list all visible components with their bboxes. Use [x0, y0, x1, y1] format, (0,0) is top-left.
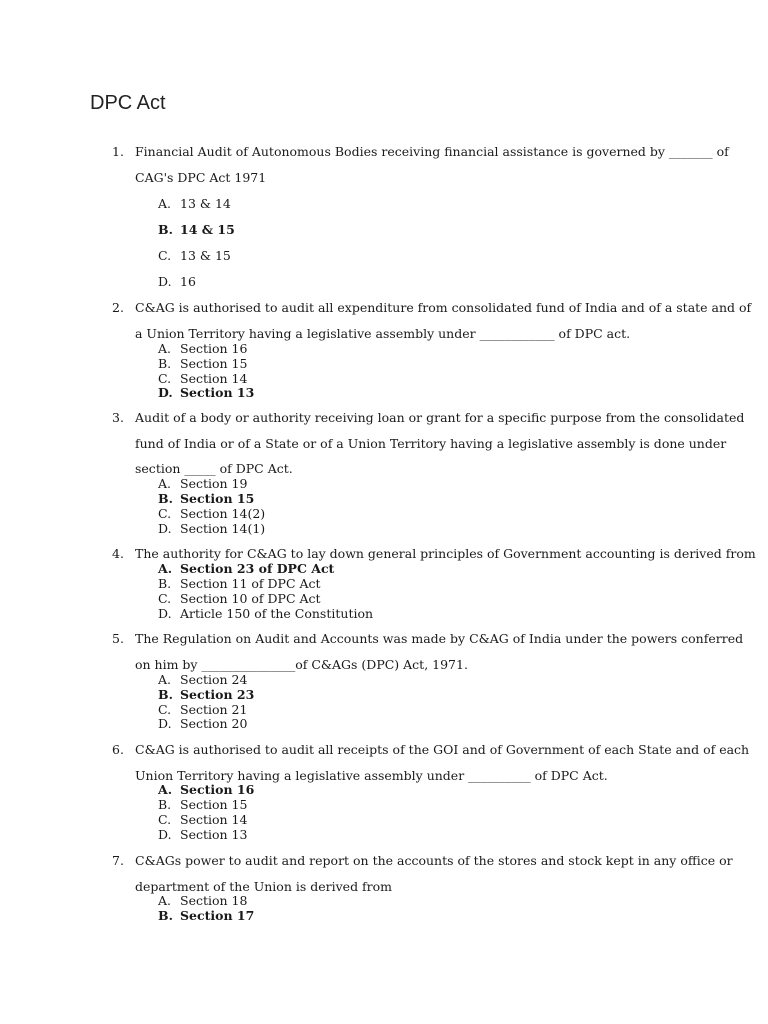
- option-text: Section 13: [180, 385, 255, 400]
- answer-option-correct: [158, 222, 235, 237]
- question-number: 6.: [112, 742, 124, 757]
- option-letter: D.: [158, 385, 173, 400]
- question-text-line: department of the Union is derived from: [135, 879, 393, 894]
- answer-option: [158, 196, 231, 211]
- answer-option-correct: [158, 782, 254, 797]
- option-text: Section 14: [180, 812, 248, 827]
- option-text: Section 20: [180, 716, 248, 731]
- question-text-line: on him by _______________of C&AGs (DPC) Act, 1971.: [135, 657, 468, 672]
- question-text-line: Financial Audit of Autonomous Bodies receiving financial assistance is governed by _______ of: [135, 144, 729, 159]
- option-letter: C.: [158, 371, 172, 386]
- option-text: 14 & 15: [180, 222, 235, 237]
- answer-option-correct: [158, 385, 254, 400]
- option-letter: C.: [158, 506, 172, 521]
- answer-option: [158, 476, 247, 491]
- option-letter: C.: [158, 248, 172, 263]
- answer-option-correct: [158, 908, 254, 923]
- option-text: Section 16: [180, 341, 248, 356]
- option-letter: A.: [158, 893, 172, 908]
- option-letter: B.: [158, 797, 172, 812]
- question-text-line: CAG's DPC Act 1971: [135, 170, 267, 185]
- question-text-line: C&AGs power to audit and report on the accounts of the stores and stock kept in any office or: [135, 853, 733, 868]
- answer-option: [158, 606, 373, 621]
- option-letter: B.: [158, 576, 172, 591]
- answer-option: [158, 506, 265, 521]
- question-text-line: Union Territory having a legislative assembly under __________ of DPC Act.: [135, 768, 608, 783]
- question-text-line: fund of India or of a State or of a Union Territory having a legislative assembly is done under: [135, 436, 727, 451]
- answer-option: [158, 591, 321, 606]
- answer-option-correct: [158, 687, 254, 702]
- option-letter: B.: [158, 687, 173, 702]
- option-text: Section 18: [180, 893, 248, 908]
- option-letter: D.: [158, 606, 172, 621]
- answer-option: [158, 248, 231, 263]
- option-letter: A.: [158, 672, 172, 687]
- option-text: 16: [180, 274, 196, 289]
- option-letter: A.: [158, 196, 172, 211]
- answer-option-correct: [158, 561, 334, 576]
- answer-option: [158, 827, 247, 842]
- answer-option: [158, 672, 247, 687]
- answer-option: [158, 716, 247, 731]
- option-letter: B.: [158, 222, 173, 237]
- answer-option: [158, 521, 265, 536]
- option-text: Section 10 of DPC Act: [180, 591, 321, 606]
- option-letter: D.: [158, 521, 172, 536]
- option-text: Section 24: [180, 672, 248, 687]
- question-number: 7.: [112, 853, 124, 868]
- answer-option: [158, 371, 247, 386]
- option-letter: A.: [158, 476, 172, 491]
- option-text: 13 & 15: [180, 248, 231, 263]
- question-text-line: C&AG is authorised to audit all receipts of the GOI and of Government of each State and of each: [135, 742, 750, 757]
- option-text: Section 13: [180, 827, 248, 842]
- option-text: Section 15: [180, 491, 255, 506]
- option-text: Section 23: [180, 687, 255, 702]
- answer-option: [158, 702, 247, 717]
- option-letter: A.: [158, 341, 172, 356]
- question-number: 5.: [112, 631, 124, 646]
- option-text: Section 11 of DPC Act: [180, 576, 321, 591]
- option-text: 13 & 14: [180, 196, 231, 211]
- option-text: Section 14(2): [180, 506, 266, 521]
- answer-option: [158, 274, 196, 289]
- option-letter: D.: [158, 274, 172, 289]
- page-title: DPC Act: [90, 92, 166, 114]
- option-text: Section 15: [180, 356, 248, 371]
- option-text: Section 14: [180, 371, 248, 386]
- question-number: 4.: [112, 546, 124, 561]
- question-number: 3.: [112, 410, 124, 425]
- option-letter: C.: [158, 591, 172, 606]
- option-letter: B.: [158, 356, 172, 371]
- answer-option: [158, 356, 247, 371]
- option-letter: D.: [158, 827, 172, 842]
- question-text-line: a Union Territory having a legislative assembly under ____________ of DPC act.: [135, 326, 631, 341]
- answer-option: [158, 797, 247, 812]
- question-text-line: Audit of a body or authority receiving loan or grant for a specific purpose from the consolidated: [135, 410, 745, 425]
- option-letter: A.: [158, 561, 173, 576]
- answer-option: [158, 576, 321, 591]
- option-text: Section 14(1): [180, 521, 266, 536]
- option-letter: C.: [158, 702, 172, 717]
- option-text: Article 150 of the Constitution: [180, 606, 374, 621]
- option-letter: D.: [158, 716, 172, 731]
- option-letter: C.: [158, 812, 172, 827]
- option-text: Section 21: [180, 702, 248, 717]
- question-text-line: The Regulation on Audit and Accounts was made by C&AG of India under the powers conferred: [135, 631, 744, 646]
- option-letter: A.: [158, 782, 173, 797]
- option-text: Section 15: [180, 797, 248, 812]
- question-number: 2.: [112, 300, 124, 315]
- question-number: 1.: [112, 144, 124, 159]
- option-text: Section 17: [180, 908, 255, 923]
- option-letter: B.: [158, 908, 173, 923]
- answer-option: [158, 341, 247, 356]
- question-text-line: C&AG is authorised to audit all expenditure from consolidated fund of India and of a state and of: [135, 300, 752, 315]
- question-text-line: The authority for C&AG to lay down general principles of Government accounting is derived from: [135, 546, 756, 561]
- answer-option: [158, 893, 247, 908]
- option-text: Section 19: [180, 476, 248, 491]
- option-letter: B.: [158, 491, 173, 506]
- answer-option-correct: [158, 491, 254, 506]
- option-text: Section 23 of DPC Act: [180, 561, 335, 576]
- question-text-line: section _____ of DPC Act.: [135, 461, 293, 476]
- option-text: Section 16: [180, 782, 255, 797]
- answer-option: [158, 812, 247, 827]
